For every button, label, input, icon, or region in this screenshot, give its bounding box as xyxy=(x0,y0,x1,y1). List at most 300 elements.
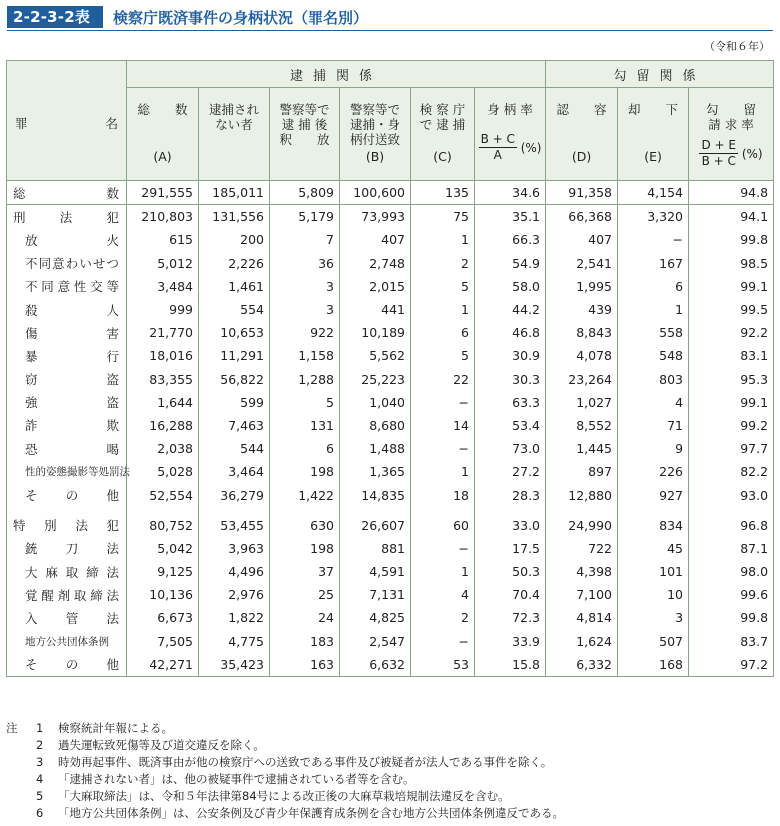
value-cell: 60 xyxy=(411,514,475,537)
value-cell: 183 xyxy=(270,630,340,653)
value-cell: − xyxy=(411,437,475,460)
crime-name-cell xyxy=(7,460,130,483)
note-item xyxy=(6,805,564,822)
value-cell: 1 xyxy=(618,298,689,321)
col-prosecutor-label: 検 察 庁 で 逮 捕 xyxy=(419,102,466,132)
col-rejected xyxy=(618,88,689,181)
col-police-sent-sub: (B) xyxy=(365,149,385,164)
value-cell: 83.7 xyxy=(689,630,774,653)
value-cell: 1,040 xyxy=(340,391,411,414)
crime-name-cell xyxy=(7,583,127,606)
value-cell: 10,136 xyxy=(127,583,199,606)
value-cell: 558 xyxy=(618,321,689,344)
crime-name: 強盗 xyxy=(25,395,119,411)
crime-name: 不同意わいせつ xyxy=(25,256,119,272)
crime-name: 総数 xyxy=(13,185,119,201)
col-police-sent-label: 警察等で 逮捕・身 柄付送致 xyxy=(349,102,400,147)
spacer-cell xyxy=(7,507,127,514)
value-cell: 37 xyxy=(270,560,340,583)
value-cell: 5 xyxy=(270,391,340,414)
value-cell: 1 xyxy=(411,228,475,251)
crime-name-cell xyxy=(7,537,127,560)
value-cell: 91,358 xyxy=(546,181,618,205)
note-item xyxy=(6,754,564,771)
value-cell: 163 xyxy=(270,653,340,677)
value-cell: 5 xyxy=(411,275,475,298)
spacer-cell xyxy=(618,507,689,514)
crime-name: 銃刀法 xyxy=(25,541,119,557)
value-cell: 3 xyxy=(270,298,340,321)
value-cell: 99.1 xyxy=(689,391,774,414)
value-cell: 1,422 xyxy=(270,483,340,506)
value-cell: 2,015 xyxy=(340,275,411,298)
value-cell: 11,291 xyxy=(199,344,270,367)
crime-name: 性的姿態撮影等処罰法 xyxy=(25,466,130,479)
crime-name: 詐欺 xyxy=(25,418,119,434)
crime-name: 殺人 xyxy=(25,302,119,318)
value-cell: 1,027 xyxy=(546,391,618,414)
value-cell: 3 xyxy=(618,606,689,629)
table-row xyxy=(7,275,774,298)
crime-name-cell xyxy=(7,437,127,460)
note-number: 3 xyxy=(36,755,44,769)
value-cell: 548 xyxy=(618,344,689,367)
value-cell: 35,423 xyxy=(199,653,270,677)
value-cell: 101 xyxy=(618,560,689,583)
value-cell: 803 xyxy=(618,368,689,391)
value-cell: 5 xyxy=(411,344,475,367)
value-cell: 3,963 xyxy=(199,537,270,560)
value-cell: 94.8 xyxy=(689,181,774,205)
value-cell: 22 xyxy=(411,368,475,391)
table-number-tag: 2-2-3-2表 xyxy=(7,6,103,28)
value-cell: 2 xyxy=(411,606,475,629)
value-cell: 15.8 xyxy=(475,653,546,677)
value-cell: 94.1 xyxy=(689,205,774,229)
value-cell: 93.0 xyxy=(689,483,774,506)
row-spacer xyxy=(7,507,774,514)
table-body xyxy=(7,181,774,677)
table-row xyxy=(7,181,774,205)
value-cell: 198 xyxy=(270,460,340,483)
custody-table xyxy=(6,60,773,677)
note-number: 1 xyxy=(36,721,44,735)
crime-name-cell xyxy=(7,514,127,537)
value-cell: 1,995 xyxy=(546,275,618,298)
value-cell: 2,541 xyxy=(546,252,618,275)
crime-name: 特別法犯 xyxy=(13,518,119,534)
crime-name-cell xyxy=(7,368,127,391)
value-cell: 34.6 xyxy=(475,181,546,205)
table-row xyxy=(7,460,774,483)
value-cell: 1 xyxy=(411,560,475,583)
value-cell: 45 xyxy=(618,537,689,560)
value-cell: 54.9 xyxy=(475,252,546,275)
value-cell: − xyxy=(411,537,475,560)
value-cell: 97.7 xyxy=(689,437,774,460)
value-cell: 1,288 xyxy=(270,368,340,391)
value-cell: 23,264 xyxy=(546,368,618,391)
request-rate-formula xyxy=(689,138,773,169)
crime-name: 地方公共団体条例 xyxy=(25,635,109,648)
value-cell: 53.4 xyxy=(475,414,546,437)
note-item xyxy=(6,788,564,805)
note-item xyxy=(6,720,564,737)
value-cell: 544 xyxy=(199,437,270,460)
col-total-label: 総 数 xyxy=(137,102,188,117)
col-prosecutor xyxy=(411,88,475,181)
value-cell: 897 xyxy=(546,460,618,483)
custody-rate-numerator: B + C xyxy=(480,132,515,146)
crime-name: 刑法犯 xyxy=(13,209,119,225)
value-cell: 99.2 xyxy=(689,414,774,437)
value-cell: 1,158 xyxy=(270,344,340,367)
value-cell: 2,226 xyxy=(199,252,270,275)
value-cell: 72.3 xyxy=(475,606,546,629)
value-cell: 7,505 xyxy=(127,630,199,653)
value-cell: 99.6 xyxy=(689,583,774,606)
value-cell: 16,288 xyxy=(127,414,199,437)
value-cell: 8,843 xyxy=(546,321,618,344)
note-item xyxy=(6,737,564,754)
value-cell: 135 xyxy=(411,181,475,205)
value-cell: 599 xyxy=(199,391,270,414)
table-row xyxy=(7,391,774,414)
crime-name: その他 xyxy=(25,488,119,504)
value-cell: 26,607 xyxy=(340,514,411,537)
value-cell: 6 xyxy=(411,321,475,344)
value-cell: 98.5 xyxy=(689,252,774,275)
value-cell: 3,464 xyxy=(199,460,270,483)
table-header-bar xyxy=(7,6,773,31)
value-cell: 6,632 xyxy=(340,653,411,677)
crime-name-cell xyxy=(7,630,127,653)
table-row xyxy=(7,514,774,537)
col-custody-rate xyxy=(475,88,546,181)
col-request-rate xyxy=(689,88,774,181)
value-cell: 2,038 xyxy=(127,437,199,460)
value-cell: 7,463 xyxy=(199,414,270,437)
table-row xyxy=(7,321,774,344)
value-cell: 9,125 xyxy=(127,560,199,583)
value-cell: 615 xyxy=(127,228,199,251)
crime-name: 覚醒剤取締法 xyxy=(25,587,119,603)
value-cell: 36,279 xyxy=(199,483,270,506)
value-cell: 14,835 xyxy=(340,483,411,506)
note-number: 5 xyxy=(36,789,44,803)
value-cell: − xyxy=(618,228,689,251)
value-cell: 198 xyxy=(270,537,340,560)
value-cell: 7,131 xyxy=(340,583,411,606)
value-cell: 407 xyxy=(340,228,411,251)
value-cell: 50.3 xyxy=(475,560,546,583)
value-cell: 185,011 xyxy=(199,181,270,205)
spacer-cell xyxy=(199,507,270,514)
value-cell: 18,016 xyxy=(127,344,199,367)
value-cell: 927 xyxy=(618,483,689,506)
crime-name-header xyxy=(7,61,127,181)
note-number: 6 xyxy=(36,806,44,820)
table-row xyxy=(7,537,774,560)
value-cell: 3,320 xyxy=(618,205,689,229)
custody-rate-denominator: A xyxy=(493,148,502,162)
table-row xyxy=(7,228,774,251)
value-cell: 10,189 xyxy=(340,321,411,344)
table-row xyxy=(7,205,774,229)
value-cell: 4,591 xyxy=(340,560,411,583)
value-cell: 922 xyxy=(270,321,340,344)
value-cell: 4,814 xyxy=(546,606,618,629)
value-cell: 1 xyxy=(411,298,475,321)
note-number: 4 xyxy=(36,772,44,786)
custody-rate-formula xyxy=(475,132,545,163)
value-cell: 36 xyxy=(270,252,340,275)
value-cell: 8,552 xyxy=(546,414,618,437)
arrest-group-header: 逮捕関係 xyxy=(127,61,546,88)
value-cell: 210,803 xyxy=(127,205,199,229)
spacer-cell xyxy=(127,507,199,514)
note-text: 「大麻取締法」は、令和５年法律第84号による改正後の大麻草栽培規制法違反を含む。 xyxy=(58,789,510,803)
notes-section xyxy=(6,720,564,822)
value-cell: 168 xyxy=(618,653,689,677)
custody-rate-percent: (%) xyxy=(520,140,542,155)
value-cell: 100,600 xyxy=(340,181,411,205)
crime-name: 入管法 xyxy=(25,610,119,626)
crime-name-cell xyxy=(7,205,127,229)
note-text: 時効再起事件、既済事由が他の検察庁への送致である事件及び被疑者が法人である事件を除く。 xyxy=(58,755,553,769)
value-cell: 71 xyxy=(618,414,689,437)
value-cell: 507 xyxy=(618,630,689,653)
value-cell: 4,496 xyxy=(199,560,270,583)
value-cell: 291,555 xyxy=(127,181,199,205)
crime-name-cell xyxy=(7,298,127,321)
value-cell: 70.4 xyxy=(475,583,546,606)
crime-name-cell xyxy=(7,483,127,506)
col-police-release-label: 警察等で 逮 捕 後 釈 放 xyxy=(279,102,330,147)
value-cell: 4,154 xyxy=(618,181,689,205)
col-rejected-sub: (E) xyxy=(644,149,662,164)
value-cell: 8,680 xyxy=(340,414,411,437)
col-prosecutor-sub: (C) xyxy=(433,149,452,164)
value-cell: 25 xyxy=(270,583,340,606)
table-row xyxy=(7,437,774,460)
value-cell: 6 xyxy=(270,437,340,460)
value-cell: 66,368 xyxy=(546,205,618,229)
value-cell: 12,880 xyxy=(546,483,618,506)
value-cell: 5,012 xyxy=(127,252,199,275)
col-police-sent xyxy=(340,88,411,181)
value-cell: 99.5 xyxy=(689,298,774,321)
value-cell: − xyxy=(411,630,475,653)
spacer-cell xyxy=(546,507,618,514)
col-not-arrested-label: 逮捕され ない者 xyxy=(208,102,259,132)
value-cell: 1,822 xyxy=(199,606,270,629)
value-cell: 4 xyxy=(618,391,689,414)
value-cell: 87.1 xyxy=(689,537,774,560)
value-cell: 30.9 xyxy=(475,344,546,367)
value-cell: 407 xyxy=(546,228,618,251)
table-row xyxy=(7,583,774,606)
value-cell: 33.9 xyxy=(475,630,546,653)
col-total xyxy=(127,88,199,181)
value-cell: 27.2 xyxy=(475,460,546,483)
value-cell: 200 xyxy=(199,228,270,251)
value-cell: 1 xyxy=(411,460,475,483)
value-cell: 7,100 xyxy=(546,583,618,606)
value-cell: 92.2 xyxy=(689,321,774,344)
value-cell: 1,644 xyxy=(127,391,199,414)
note-text: 過失運転致死傷等及び道交違反を除く。 xyxy=(58,738,265,752)
table-row xyxy=(7,414,774,437)
value-cell: 3,484 xyxy=(127,275,199,298)
note-text: 検察統計年報による。 xyxy=(58,721,173,735)
crime-name-cell xyxy=(7,321,127,344)
col-request-rate-label: 勾 留 請 求 率 xyxy=(706,102,757,132)
value-cell: 14 xyxy=(411,414,475,437)
value-cell: 4 xyxy=(411,583,475,606)
value-cell: 131 xyxy=(270,414,340,437)
crime-name-cell xyxy=(7,653,127,677)
value-cell: 1,488 xyxy=(340,437,411,460)
value-cell: 226 xyxy=(618,460,689,483)
value-cell: 630 xyxy=(270,514,340,537)
value-cell: 18 xyxy=(411,483,475,506)
detain-group-header: 勾留関係 xyxy=(546,61,774,88)
value-cell: 4,775 xyxy=(199,630,270,653)
value-cell: 1,624 xyxy=(546,630,618,653)
value-cell: 1,445 xyxy=(546,437,618,460)
value-cell: 35.1 xyxy=(475,205,546,229)
value-cell: 44.2 xyxy=(475,298,546,321)
request-rate-denominator: B + C xyxy=(701,154,736,168)
note-label: 注 xyxy=(6,721,18,735)
spacer-cell xyxy=(475,507,546,514)
value-cell: 83.1 xyxy=(689,344,774,367)
value-cell: − xyxy=(411,391,475,414)
crime-name: 恐喝 xyxy=(25,441,119,457)
crime-name-cell xyxy=(7,414,127,437)
table-title: 検察庁既済事件の身柄状況（罪名別） xyxy=(113,9,369,27)
value-cell: 7 xyxy=(270,228,340,251)
value-cell: 722 xyxy=(546,537,618,560)
value-cell: 99.8 xyxy=(689,606,774,629)
value-cell: 5,562 xyxy=(340,344,411,367)
spacer-cell xyxy=(411,507,475,514)
value-cell: 17.5 xyxy=(475,537,546,560)
value-cell: 1,461 xyxy=(199,275,270,298)
note-item xyxy=(6,771,564,788)
value-cell: 42,271 xyxy=(127,653,199,677)
value-cell: 881 xyxy=(340,537,411,560)
table-row xyxy=(7,630,774,653)
col-approved-sub: (D) xyxy=(571,149,592,164)
col-police-release xyxy=(270,88,340,181)
value-cell: 5,809 xyxy=(270,181,340,205)
value-cell: 28.3 xyxy=(475,483,546,506)
col-not-arrested xyxy=(199,88,270,181)
value-cell: 46.8 xyxy=(475,321,546,344)
value-cell: 33.0 xyxy=(475,514,546,537)
spacer-cell xyxy=(689,507,774,514)
value-cell: 4,825 xyxy=(340,606,411,629)
crime-name: その他 xyxy=(25,657,119,673)
table-row xyxy=(7,368,774,391)
value-cell: 10,653 xyxy=(199,321,270,344)
value-cell: 58.0 xyxy=(475,275,546,298)
crime-name-cell xyxy=(7,391,127,414)
request-rate-percent: (%) xyxy=(741,146,763,161)
note-text: 「地方公共団体条例」は、公安条例及び青少年保護育成条例を含む地方公共団体条例違反である。 xyxy=(58,806,564,820)
value-cell: 999 xyxy=(127,298,199,321)
value-cell: 30.3 xyxy=(475,368,546,391)
value-cell: 98.0 xyxy=(689,560,774,583)
value-cell: 53,455 xyxy=(199,514,270,537)
value-cell: 24 xyxy=(270,606,340,629)
value-cell: 73.0 xyxy=(475,437,546,460)
value-cell: 9 xyxy=(618,437,689,460)
value-cell: 5,179 xyxy=(270,205,340,229)
crime-name-cell xyxy=(7,228,127,251)
crime-name-header-left: 罪 xyxy=(15,116,28,131)
crime-name: 暴行 xyxy=(25,348,119,364)
value-cell: 83,355 xyxy=(127,368,199,391)
value-cell: 1,365 xyxy=(340,460,411,483)
crime-name: 大麻取締法 xyxy=(25,564,119,580)
col-total-sub: (A) xyxy=(153,149,172,164)
value-cell: 2,547 xyxy=(340,630,411,653)
value-cell: 5,028 xyxy=(127,460,199,483)
value-cell: 3 xyxy=(270,275,340,298)
value-cell: 441 xyxy=(340,298,411,321)
crime-name-cell xyxy=(7,560,127,583)
value-cell: 75 xyxy=(411,205,475,229)
value-cell: 2 xyxy=(411,252,475,275)
spacer-cell xyxy=(270,507,340,514)
table-row xyxy=(7,344,774,367)
value-cell: 24,990 xyxy=(546,514,618,537)
note-number: 2 xyxy=(36,738,44,752)
value-cell: 4,078 xyxy=(546,344,618,367)
value-cell: 95.3 xyxy=(689,368,774,391)
crime-name-cell xyxy=(7,606,127,629)
table-row xyxy=(7,252,774,275)
value-cell: 96.8 xyxy=(689,514,774,537)
value-cell: 52,554 xyxy=(127,483,199,506)
value-cell: 834 xyxy=(618,514,689,537)
crime-name-cell xyxy=(7,275,127,298)
value-cell: 73,993 xyxy=(340,205,411,229)
request-rate-numerator: D + E xyxy=(701,138,736,152)
value-cell: 439 xyxy=(546,298,618,321)
col-approved-label: 認 容 xyxy=(556,102,607,117)
value-cell: 99.8 xyxy=(689,228,774,251)
value-cell: 554 xyxy=(199,298,270,321)
value-cell: 167 xyxy=(618,252,689,275)
table-row xyxy=(7,606,774,629)
value-cell: 2,976 xyxy=(199,583,270,606)
col-rejected-label: 却 下 xyxy=(628,102,679,117)
spacer-cell xyxy=(340,507,411,514)
crime-name-header-right: 名 xyxy=(105,116,118,131)
value-cell: 25,223 xyxy=(340,368,411,391)
table-row xyxy=(7,653,774,677)
table-row xyxy=(7,483,774,506)
value-cell: 63.3 xyxy=(475,391,546,414)
value-cell: 5,042 xyxy=(127,537,199,560)
crime-name-cell xyxy=(7,181,127,205)
crime-name-cell xyxy=(7,344,127,367)
value-cell: 6 xyxy=(618,275,689,298)
